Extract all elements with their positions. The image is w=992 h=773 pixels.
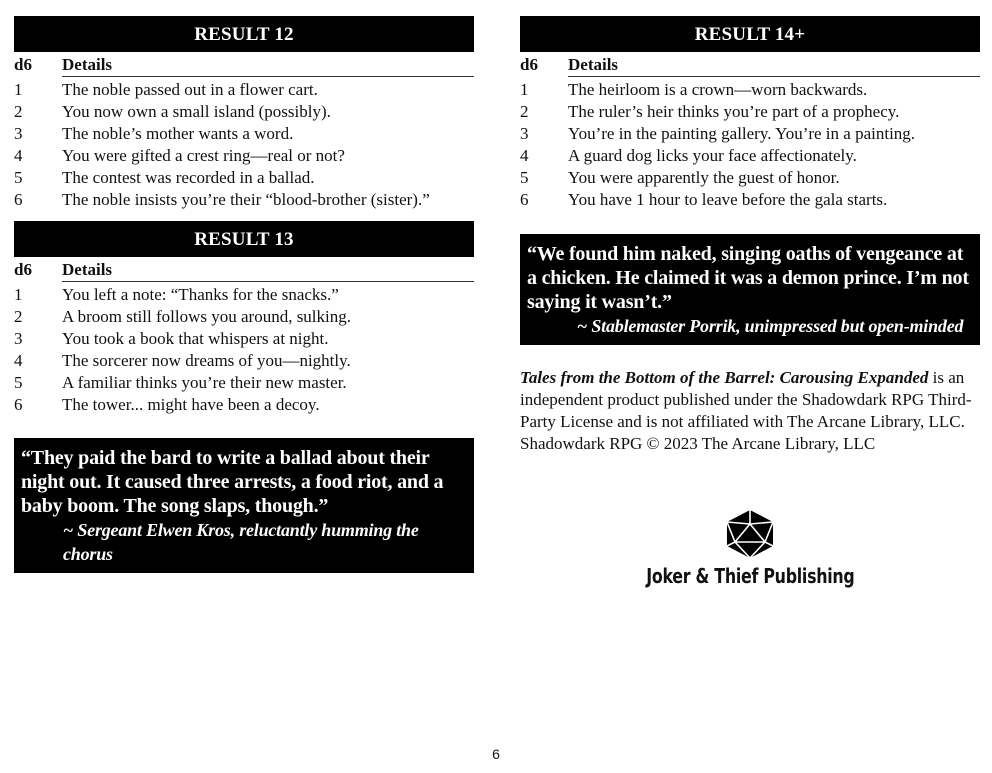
- col-details-header: Details: [568, 53, 980, 77]
- result-13-column-headers: [14, 258, 474, 282]
- table-row: [14, 189, 474, 211]
- row-roll-number: 4: [14, 351, 23, 370]
- result-13-table: [14, 221, 474, 416]
- row-details-text: A guard dog licks your face affectionately.: [568, 146, 857, 165]
- row-roll-number: 2: [14, 307, 23, 326]
- table-row: [14, 284, 474, 306]
- row-details-text: The noble insists you’re their “blood-brother (sister).”: [62, 190, 430, 209]
- table-row: [14, 350, 474, 372]
- row-roll-number: 3: [14, 329, 23, 348]
- row-details-text: You’re in the painting gallery. You’re in a painting.: [568, 124, 916, 143]
- table-row: [520, 167, 980, 189]
- quote-text: “They paid the bard to write a ballad about their night out. It caused three arrests, a food riot, and a baby boom. The song slaps, though.”: [21, 447, 444, 517]
- row-roll-number: 4: [14, 146, 23, 165]
- col-die-header: d6: [520, 55, 538, 74]
- left-column: [14, 16, 474, 573]
- result-14-rows: [520, 79, 980, 211]
- row-details-text: The sorcerer now dreams of you—nightly.: [62, 351, 351, 370]
- table-row: [520, 79, 980, 101]
- right-column: [520, 16, 980, 455]
- product-title: Tales from the Bottom of the Barrel: Carousing Expanded: [520, 368, 929, 387]
- quote-text: “We found him naked, singing oaths of vengeance at a chicken. He claimed it was a demon prince. I’m not saying it wasn’t.”: [527, 243, 969, 313]
- publisher-logo: [520, 508, 980, 588]
- table-row: [14, 145, 474, 167]
- row-details-text: The heirloom is a crown—worn backwards.: [568, 80, 868, 99]
- row-details-text: The contest was recorded in a ballad.: [62, 168, 315, 187]
- result-14-column-headers: [520, 53, 980, 77]
- row-details-text: You now own a small island (possibly).: [62, 102, 331, 121]
- row-details-text: A familiar thinks you’re their new master.: [62, 373, 347, 392]
- table-row: [14, 123, 474, 145]
- row-details-text: You were gifted a crest ring—real or not?: [62, 146, 345, 165]
- license-body: is an independent product published under the Shadowdark RPG Third-Party License and is not affiliated with The Arcane Library, LLC. Shadowdark RPG © 2023 The Arcane Library, LLC: [520, 368, 972, 453]
- col-details-header: Details: [62, 258, 474, 282]
- row-roll-number: 6: [14, 190, 23, 209]
- table-row: [520, 189, 980, 211]
- d20-dice-icon: [723, 508, 777, 560]
- row-roll-number: 6: [520, 190, 529, 209]
- result-14-header: RESULT 14+: [520, 16, 980, 52]
- row-details-text: You were apparently the guest of honor.: [568, 168, 840, 187]
- table-row: [14, 101, 474, 123]
- row-details-text: The noble passed out in a flower cart.: [62, 80, 318, 99]
- table-row: [14, 79, 474, 101]
- row-details-text: A broom still follows you around, sulking.: [62, 307, 351, 326]
- result-12-table: [14, 16, 474, 211]
- table-row: [520, 145, 980, 167]
- row-roll-number: 2: [14, 102, 23, 121]
- quote-attribution: ~ Stablemaster Porrik, unimpressed but open-minded: [577, 316, 964, 336]
- result-13-rows: [14, 284, 474, 416]
- row-roll-number: 2: [520, 102, 529, 121]
- result-12-rows: [14, 79, 474, 211]
- row-roll-number: 4: [520, 146, 529, 165]
- quote-attribution: ~ Sergeant Elwen Kros, reluctantly humming the chorus: [63, 520, 419, 564]
- row-roll-number: 5: [520, 168, 529, 187]
- row-roll-number: 5: [14, 168, 23, 187]
- row-roll-number: 3: [520, 124, 529, 143]
- col-die-header: d6: [14, 260, 32, 279]
- table-row: [14, 167, 474, 189]
- row-details-text: You have 1 hour to leave before the gala starts.: [568, 190, 888, 209]
- table-row: [520, 101, 980, 123]
- table-row: [520, 123, 980, 145]
- license-notice: [520, 367, 980, 455]
- row-details-text: The noble’s mother wants a word.: [62, 124, 294, 143]
- table-row: [14, 394, 474, 416]
- row-roll-number: 1: [14, 80, 23, 99]
- result-12-header: RESULT 12: [14, 16, 474, 52]
- page-number: 6: [492, 746, 500, 762]
- result-12-column-headers: [14, 53, 474, 77]
- row-roll-number: 5: [14, 373, 23, 392]
- quote-box-left: [14, 438, 474, 573]
- table-row: [14, 328, 474, 350]
- quote-box-right: [520, 234, 980, 345]
- result-14-table: [520, 16, 980, 211]
- row-roll-number: 1: [14, 285, 23, 304]
- row-roll-number: 1: [520, 80, 529, 99]
- table-row: [14, 306, 474, 328]
- publisher-name: Joker & Thief Publishing: [645, 564, 855, 588]
- row-details-text: You left a note: “Thanks for the snacks.”: [62, 285, 339, 304]
- row-details-text: The ruler’s heir thinks you’re part of a prophecy.: [568, 102, 900, 121]
- col-die-header: d6: [14, 55, 32, 74]
- col-details-header: Details: [62, 53, 474, 77]
- row-roll-number: 6: [14, 395, 23, 414]
- table-row: [14, 372, 474, 394]
- row-details-text: The tower... might have been a decoy.: [62, 395, 320, 414]
- row-roll-number: 3: [14, 124, 23, 143]
- row-details-text: You took a book that whispers at night.: [62, 329, 329, 348]
- result-13-header: RESULT 13: [14, 221, 474, 257]
